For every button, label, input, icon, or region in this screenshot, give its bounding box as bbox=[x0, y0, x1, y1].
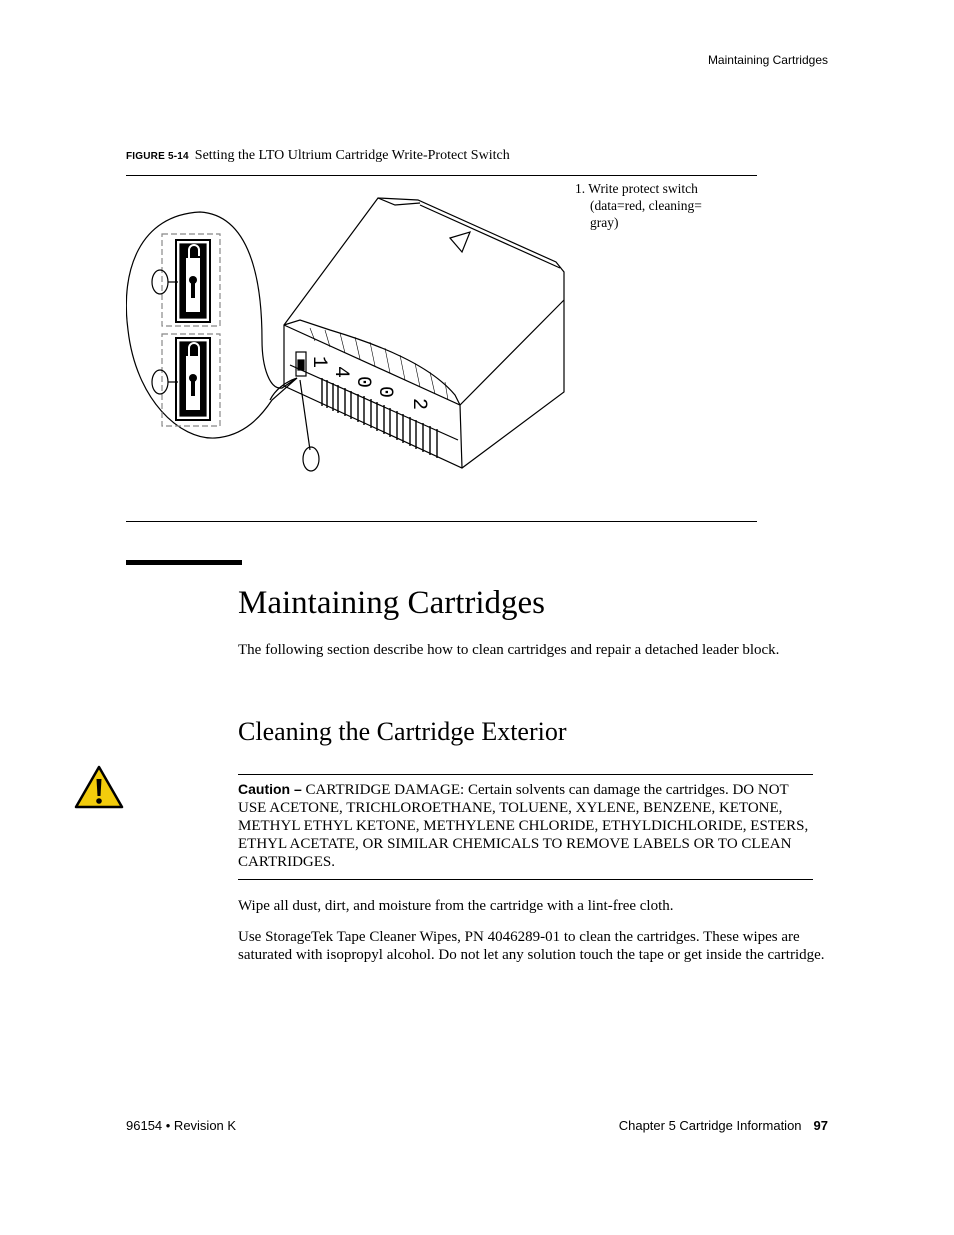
caution-icon bbox=[73, 764, 125, 810]
figure-bottom-rule bbox=[126, 521, 757, 522]
section-title: Maintaining Cartridges bbox=[238, 585, 546, 621]
figure-title: Setting the LTO Ultrium Cartridge Write-Protect Switch bbox=[194, 148, 510, 163]
cartridge-label-char: 0 bbox=[351, 376, 374, 389]
body-paragraph: Wipe all dust, dirt, and moisture from the cartridge with a lint-free cloth. bbox=[238, 898, 674, 914]
figure-top-rule bbox=[126, 175, 757, 176]
figure-caption bbox=[126, 148, 510, 164]
section-intro: The following section describe how to clean cartridges and repair a detached leader block. bbox=[238, 642, 780, 658]
body-paragraph: Use StorageTek Tape Cleaner Wipes, PN 4046289-01 to clean the cartridges. These wipes are saturated with isopropyl alcohol. Do not let any solution touch the tape or get inside the cartridge. bbox=[238, 929, 825, 963]
section-bar bbox=[126, 560, 242, 565]
cartridge-label-char: 4 bbox=[329, 366, 352, 379]
callout-line: (data=red, cleaning= bbox=[590, 198, 702, 213]
page-number: 97 bbox=[813, 1118, 828, 1133]
callout-line: gray) bbox=[590, 215, 619, 230]
running-header: Maintaining Cartridges bbox=[707, 53, 828, 67]
footer-chapter-title: Chapter 5 Cartridge Information bbox=[618, 1118, 802, 1133]
cartridge-label-char: 1 bbox=[307, 356, 330, 369]
caution-text: CARTRIDGE DAMAGE: Certain solvents can damage the cartridges. DO NOT USE ACETONE, TRICHLOROETHANE, TOLUENE, XYLENE, BENZENE, KETONE, METHYL ETHYL KETONE, METHYLENE CHLORIDE, ETHYLDICHLORIDE, ESTERS, ETHYL ACETATE, OR SIMILAR CHEMICALS TO REMOVE LABELS OR TO CLEAN CARTRIDGES. bbox=[238, 782, 809, 870]
cartridge-illustration bbox=[126, 177, 576, 477]
footer-chapter bbox=[619, 1118, 828, 1133]
footer-doc-id: 96154 • Revision K bbox=[126, 1118, 237, 1133]
caution-notice bbox=[238, 774, 813, 880]
figure-callout bbox=[575, 180, 702, 231]
zoom-bubble bbox=[126, 212, 297, 438]
cartridge-label-char: 0 bbox=[373, 386, 396, 399]
callout-line: 1. Write protect switch bbox=[575, 181, 698, 196]
cartridge-label-char: 2 bbox=[407, 398, 430, 411]
figure-number: FIGURE 5-14 bbox=[126, 151, 189, 162]
subsection-title: Cleaning the Cartridge Exterior bbox=[238, 717, 567, 746]
caution-label: Caution – bbox=[238, 781, 302, 797]
